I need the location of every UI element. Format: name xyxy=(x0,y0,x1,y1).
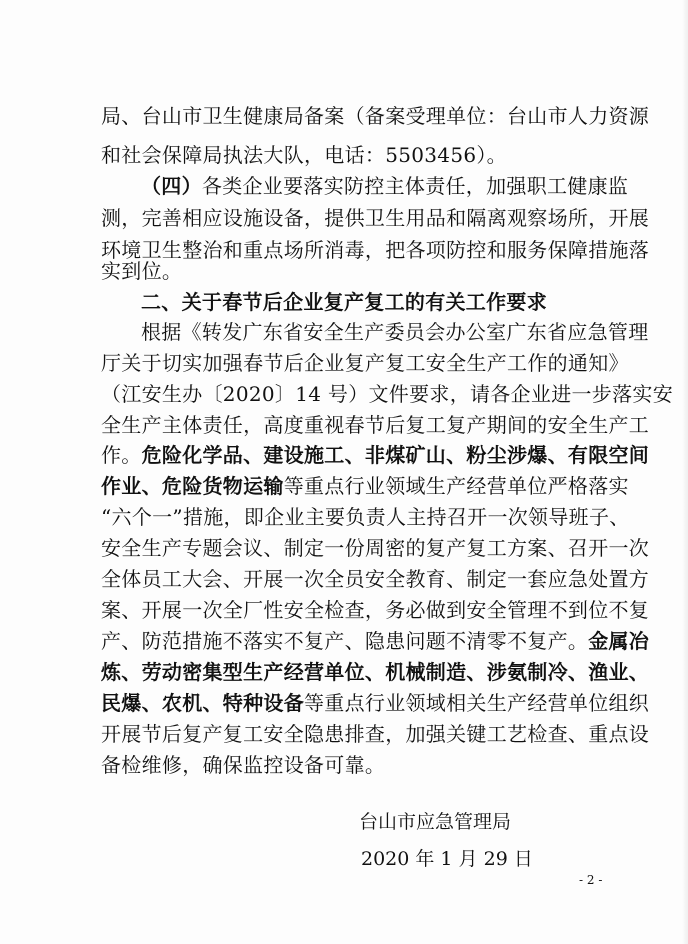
paragraph-3-line-11-bold: 金属冶 xyxy=(588,629,650,653)
paragraph-3-line-11-text: 产、防范措施不落实不复产、隐患问题不清零不复产。 xyxy=(101,629,589,653)
paragraph-3-line-12: 炼、劳动密集型生产经营单位、机械制造、涉氨制冷、渔业、 xyxy=(101,660,650,684)
paragraph-3-line-2: 厅关于切实加强春节后企业复产复工安全生产工作的通知》 xyxy=(101,351,629,375)
paragraph-2-line-2: 测，完善相应设施设备，提供卫生用品和隔离观察场所，开展 xyxy=(101,206,650,230)
paragraph-3-line-6 xyxy=(101,471,629,501)
paragraph-1-line-2: 和社会保障局执法大队，电话：5503456）。 xyxy=(101,143,507,167)
paragraph-3-line-7: “六个一”措施，即企业主要负责人主持召开一次领导班子、 xyxy=(101,505,630,529)
paragraph-3-line-6-text: 等重点行业领域生产经营单位严格落实 xyxy=(283,474,629,498)
signature-organization: 台山市应急管理局 xyxy=(359,811,512,833)
paragraph-3-line-13-text: 等重点行业领域相关生产经营单位组织 xyxy=(304,691,650,715)
paragraph-3-line-5-text: 作。 xyxy=(101,443,142,467)
paragraph-3-line-3: （江安生办〔2020〕14 号）文件要求，请各企业进一步落实安 xyxy=(101,382,674,406)
paragraph-3-line-15: 备检维修，确保监控设备可靠。 xyxy=(101,753,386,777)
paragraph-3-line-4: 全生产主体责任，高度重视春节后复工复产期间的安全生产工 xyxy=(101,413,650,437)
paragraph-1-line-1: 局、台山市卫生健康局备案（备案受理单位：台山市人力资源 xyxy=(101,104,650,128)
paragraph-2-line-3: 环境卫生整治和重点场所消毒，把各项防控和服务保障措施落 xyxy=(101,238,650,262)
paragraph-2-line-1-text: 各类企业要落实防控主体责任，加强职工健康监 xyxy=(201,174,629,198)
paragraph-3-line-13-bold: 民爆、农机、特种设备 xyxy=(101,691,304,715)
paragraph-3-line-6-bold: 作业、危险货物运输 xyxy=(101,474,284,498)
paragraph-3-line-8: 安全生产专题会议、制定一份周密的复产复工方案、召开一次 xyxy=(101,536,650,560)
paragraph-2-line-4: 实到位。 xyxy=(101,259,183,283)
section-heading: 二、关于春节后企业复产复工的有关工作要求 xyxy=(141,290,547,314)
paragraph-3-line-5 xyxy=(101,440,650,470)
paragraph-3-line-10: 案、开展一次全厂性安全检查，务必做到安全管理不到位不复 xyxy=(101,598,650,622)
paragraph-3-line-14: 开展节后复产复工安全隐患排查，加强关键工艺检查、重点设 xyxy=(101,722,650,746)
signature-date: 2020 年 1 月 29 日 xyxy=(361,848,533,870)
page-number: - 2 - xyxy=(579,873,603,887)
paragraph-2-line-1 xyxy=(141,171,629,201)
paragraph-3-line-11 xyxy=(101,626,650,656)
paragraph-3-line-5-bold: 危险化学品、建设施工、非煤矿山、粉尘涉爆、有限空间 xyxy=(141,443,650,467)
paragraph-3-line-1: 根据《转发广东省安全生产委员会办公室广东省应急管理 xyxy=(141,320,649,344)
page-edge-shadow xyxy=(682,0,688,944)
paragraph-2-label: （四） xyxy=(141,174,202,198)
paragraph-3-line-9: 全体员工大会、开展一次全员安全教育、制定一套应急处置方 xyxy=(101,567,650,591)
paragraph-3-line-13 xyxy=(101,688,650,718)
